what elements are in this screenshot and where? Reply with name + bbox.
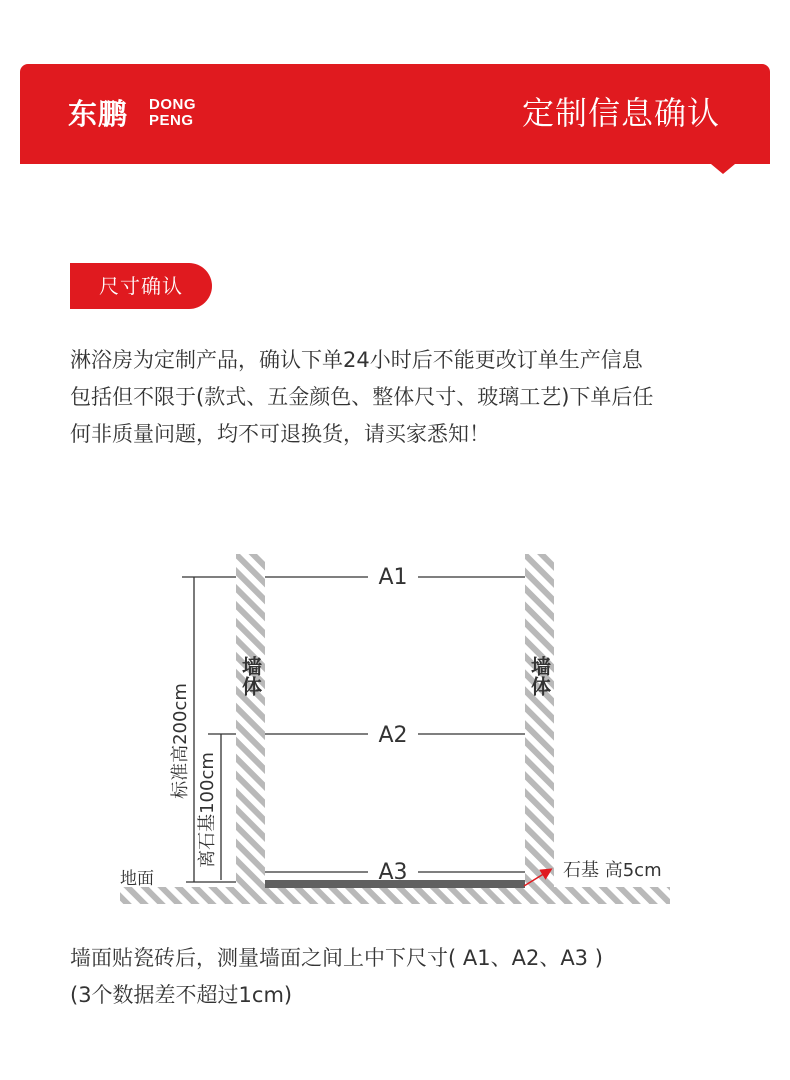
a3-label: A3 — [378, 860, 408, 885]
notice-text — [70, 342, 730, 453]
ground-label: 地面 — [120, 869, 154, 889]
wall-right-label: 墙体 — [527, 656, 552, 696]
wall-left-label: 墙体 — [238, 656, 263, 696]
brand-logo-en-line1: DONG — [149, 96, 196, 113]
measure-note-line: 墙面贴瓷砖后，测量墙面之间上中下尺寸( A1、A2、A3 ) — [70, 946, 603, 970]
off-stone-base-label: 离石基100cm — [197, 752, 218, 868]
measure-note-line: (3个数据差不超过1cm) — [70, 983, 293, 1007]
page-title: 定制信息确认 — [521, 94, 720, 132]
header-banner — [20, 64, 770, 164]
brand-logo-en — [149, 97, 219, 129]
notice-line: 淋浴房为定制产品，确认下单24小时后不能更改订单生产信息 — [70, 348, 643, 372]
measurement-diagram — [0, 540, 790, 920]
notice-line: 何非质量问题，均不可退换货，请买家悉知！ — [70, 422, 490, 446]
brand-logo-cn: 东鹏 — [68, 97, 129, 131]
ground-floor — [120, 887, 670, 904]
brand-logo-en-line2: PENG — [149, 112, 194, 129]
a1-label: A1 — [378, 565, 408, 590]
a2-label: A2 — [378, 723, 408, 748]
right-wall — [525, 554, 554, 887]
measure-note — [70, 940, 730, 1014]
left-wall — [236, 554, 265, 887]
header-notch — [711, 164, 735, 174]
section-tag: 尺寸确认 — [70, 263, 212, 309]
stone-base-label: 石基 高5cm — [563, 860, 662, 881]
standard-height-label: 标准高200cm — [170, 683, 191, 799]
notice-line: 包括但不限于(款式、五金颜色、整体尺寸、玻璃工艺)下单后任 — [70, 385, 654, 409]
